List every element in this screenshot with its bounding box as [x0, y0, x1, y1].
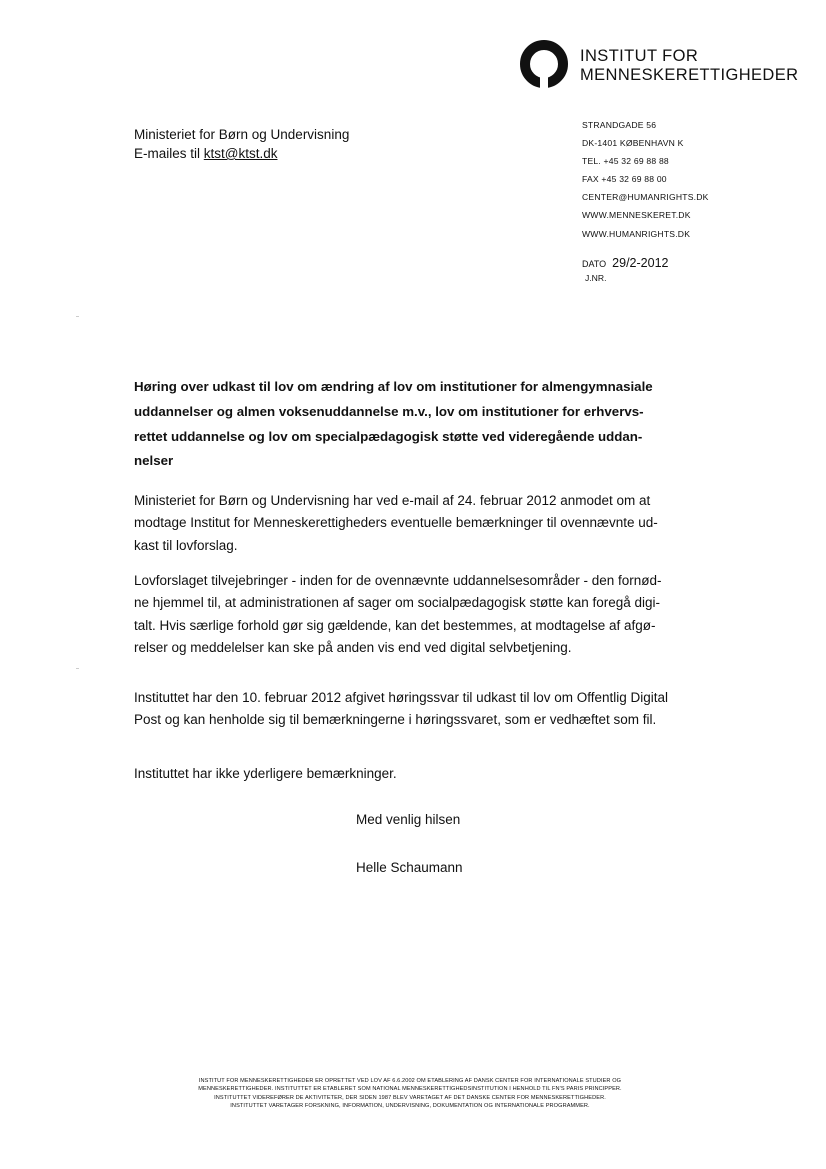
paragraph-line: kast til lovforslag.	[134, 537, 238, 553]
footer-line: INSTITUTTET VIDEREFØRER DE AKTIVITETER, DER SIDEN 1987 BLEV VARETAGET AF DET DANSKE CENTER FOR MENNESKERETTIGHEDER.	[214, 1094, 606, 1101]
institute-logo-icon	[519, 39, 569, 89]
contact-block	[582, 116, 709, 243]
paragraph-line: Post og kan henholde sig til bemærkningerne i høringssvaret, som er vedhæftet som fil.	[134, 712, 657, 728]
contact-address: STRANDGADE 56	[582, 120, 657, 130]
contact-phone: TEL. +45 32 69 88 88	[582, 156, 669, 167]
footer-line: INSTITUTTET VARETAGER FORSKNING, INFORMATION, UNDERVISNING, DOKUMENTATION OG INTERNATIONALE PROGRAMMER.	[230, 1103, 590, 1110]
signature-name: Helle Schaumann	[356, 860, 463, 875]
footer-line: MENNESKERETTIGHEDER. INSTITUTTET ER ETABLERET SOM NATIONAL MENNESKERETTIGHEDSINSTITUTION I HENHOLD TIL FN'S PARIS PRINCIPPER.	[198, 1086, 622, 1093]
legal-footer	[140, 1077, 680, 1111]
paragraph-line: Lovforslaget tilvejebringer - inden for de ovennævnte uddannelsesområder - den fornød-	[134, 573, 662, 588]
subject-line: rettet uddannelse og lov om specialpædagogisk støtte ved videregående uddan-	[134, 428, 643, 444]
scan-mark	[76, 668, 79, 669]
subject-line: nelser	[134, 453, 174, 469]
paragraph-line: ne hjemmel til, at administrationen af sager om socialpædagogisk støtte kan foregå digi-	[134, 595, 661, 611]
logo-line-2: MENNESKERETTIGHEDER	[580, 66, 799, 84]
recipient-email-link[interactable]: ktst@ktst.dk	[203, 146, 278, 161]
recipient-name: Ministeriet for Børn og Undervisning	[134, 127, 350, 142]
logo-line-1: INSTITUT FOR	[580, 47, 699, 65]
contact-email: CENTER@HUMANRIGHTS.DK	[582, 192, 709, 203]
paragraph-line: Instituttet har den 10. februar 2012 afgivet høringssvar til udkast til lov om Offentlig Digital	[134, 690, 669, 705]
contact-fax: FAX +45 32 69 88 00	[582, 174, 667, 185]
letter-subject	[134, 375, 694, 474]
body-paragraph-2	[134, 570, 662, 659]
paragraph-line: Instituttet har ikke yderligere bemærkninger.	[134, 766, 397, 781]
paragraph-line: modtage Institut for Menneskerettigheders eventuelle bemærkninger til ovennævnte ud-	[134, 515, 658, 531]
contact-website-2: WWW.HUMANRIGHTS.DK	[582, 228, 691, 239]
footer-line: INSTITUT FOR MENNESKERETTIGHEDER ER OPRETTET VED LOV AF 6.6.2002 OM ETABLERING AF DANSK CENTER FOR INTERNATIONALE STUDIER OG	[198, 1078, 622, 1084]
paragraph-line: talt. Hvis særlige forhold gør sig gældende, kan det bestemmes, at modtagelse af afgø-	[134, 617, 656, 633]
contact-website-1: WWW.MENNESKERET.DK	[582, 210, 691, 221]
email-prefix: E-mailes til	[134, 146, 201, 161]
paragraph-line: relser og meddelelser kan ske på anden vis end ved digital selvbetjening.	[134, 639, 572, 655]
recipient-block	[134, 125, 349, 163]
journal-number-label: J.NR.	[585, 273, 607, 283]
date-field	[582, 256, 668, 270]
body-paragraph-3	[134, 687, 668, 732]
subject-line: Høring over udkast til lov om ændring af lov om institutioner for almengymnasiale	[134, 379, 653, 394]
paragraph-line: Ministeriet for Børn og Undervisning har ved e-mail af 24. februar 2012 anmodet om at	[134, 493, 651, 508]
date-value: 29/2-2012	[612, 256, 669, 270]
subject-line: uddannelser og almen voksenuddannelse m.v., lov om institutioner for erhvervs-	[134, 403, 644, 419]
recipient-email-line	[134, 144, 349, 163]
body-paragraph-1	[134, 490, 658, 557]
logo-wordmark	[580, 47, 798, 85]
scan-mark	[76, 316, 79, 317]
closing-greeting: Med venlig hilsen	[356, 812, 461, 827]
date-label: DATO	[582, 259, 607, 269]
contact-city: DK-1401 KØBENHAVN K	[582, 138, 684, 149]
body-paragraph-4	[134, 763, 397, 785]
